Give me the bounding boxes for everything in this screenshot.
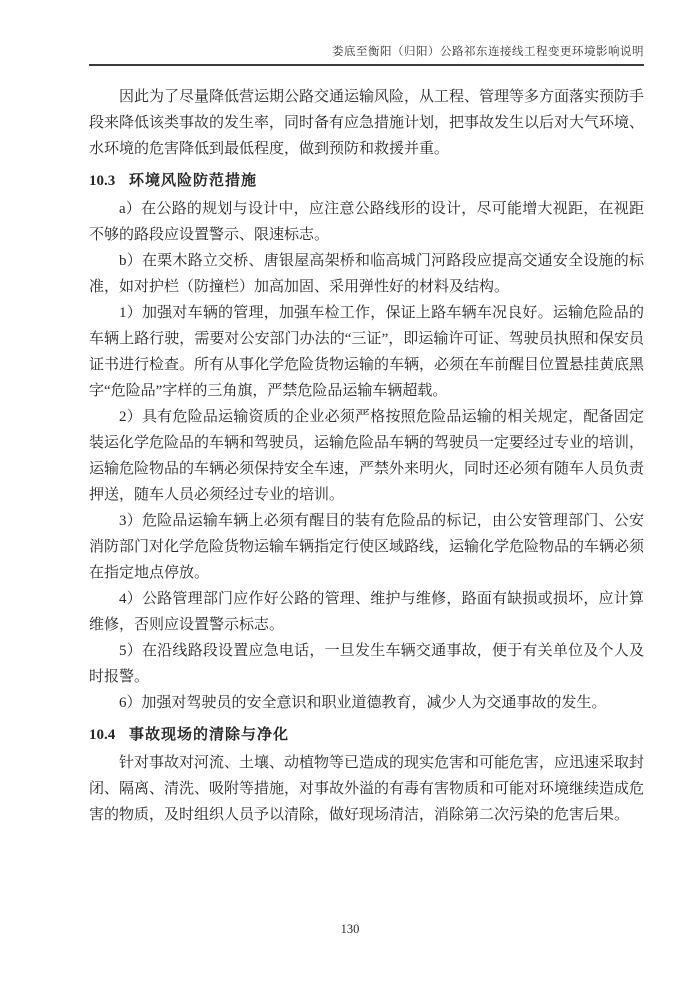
paragraph-10-4-body: 针对事故对河流、土壤、动植物等已造成的现实危害和可能危害，应迅速采取封闭、隔离、清洗、吸附等措施，对事故外溢的有毒有害物质和可能对环境继续造成危害的物质，及时组织人员予以清除，做好现场清洁，消除第二次污染的危害后果。 (89, 755, 645, 823)
paragraph-item-b: b）在栗木路立交桥、唐银屋高架桥和临高城门河路段应提高交通安全设施的标准，如对护栏（防撞栏）加高加固、采用弹性好的材料及结构。 (89, 253, 644, 295)
paragraph-item-6: 6）加强对驾驶员的安全意识和职业道德教育，减少人为交通事故的发生。 (119, 695, 607, 711)
paragraph-item-2: 2）具有危险品运输资质的企业必须严格按照危险品运输的相关规定，配备固定装运化学危险品的车辆和驾驶员，运输危险品车辆的驾驶员一定要经过专业的培训，运输危险物品的车辆必须保持安全车速，严禁外来明火，同时还必须有随车人员负责押送，随车人员必须经过专业的培训。 (89, 409, 645, 503)
section-title: 事故现场的清除与净化 (129, 726, 290, 743)
section-number: 10.3 (89, 173, 116, 189)
document-body (89, 84, 644, 828)
paragraph-item-1: 1）加强对车辆的管理，加强车检工作，保证上路车辆车况良好。运输危险品的车辆上路行驶，需要对公安部门办法的“三证”，即运输许可证、驾驶员执照和保安员证书进行检查。所有从事化学危险货物运输的车辆，必须在车前醒目位置悬挂黄底黑字“危险品”字样的三角旗，严禁危险品运输车辆超载。 (89, 305, 645, 399)
section-heading-10-3 (89, 168, 644, 194)
header-rule (89, 64, 644, 66)
section-title: 环境风险防范措施 (129, 172, 258, 189)
section-number: 10.4 (89, 727, 116, 743)
page-header (89, 45, 644, 60)
paragraph-item-4: 4）公路管理部门应作好公路的管理、维护与维修，路面有缺损或损坏，应计算维修，否则应设置警示标志。 (89, 591, 644, 633)
paragraph-item-3: 3）危险品运输车辆上必须有醒目的装有危险品的标记，由公安管理部门、公安消防部门对化学危险货物运输车辆指定行使区域路线，运输化学危险物品的车辆必须在指定地点停放。 (89, 513, 645, 581)
paragraph-item-5: 5）在沿线路段设置应急电话，一旦发生车辆交通事故，便于有关单位及个人及时报警。 (89, 643, 644, 685)
paragraph-intro: 因此为了尽量降低营运期公路交通运输风险，从工程、管理等多方面落实预防手段来降低该类事故的发生率，同时备有应急措施计划，把事故发生以后对大气环境、水环境的危害降低到最低程度，做到预防和救援并重。 (89, 89, 645, 157)
section-heading-10-4 (89, 722, 644, 748)
header-title: 娄底至衡阳（归阳）公路祁东连接线工程变更环境影响说明 (332, 46, 644, 58)
page-number: 130 (340, 922, 360, 936)
paragraph-item-a: a）在公路的规划与设计中，应注意公路线形的设计，尽可能增大视距，在视距不够的路段应设置警示、限速标志。 (89, 201, 644, 243)
